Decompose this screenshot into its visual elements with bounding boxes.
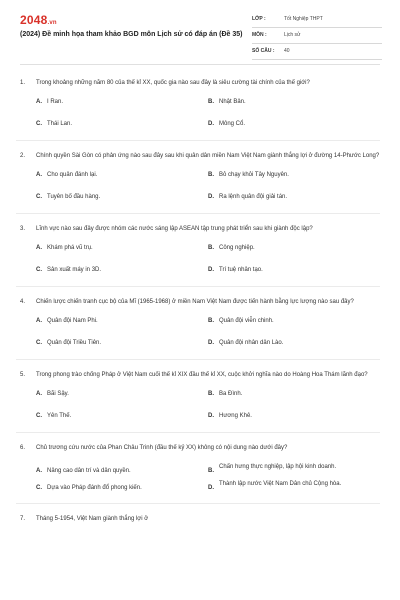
question-body: Trong phong trào chống Pháp ở Việt Nam cuối thế kỉ XIX đầu thế kỉ XX, cuộc khởi nghĩa nào do Hoàng Hoa Thám lãnh đạo? [36, 372, 368, 378]
answer-options [20, 390, 380, 422]
answer-letter: C. [36, 121, 42, 127]
meta-class-label: LỚP : [252, 16, 266, 22]
answer-letter: D. [208, 121, 214, 127]
site-logo[interactable] [20, 13, 57, 27]
question-body: Tháng 5-1954, Việt Nam giành thắng lợi ở [36, 516, 149, 522]
answer-letter: A. [36, 172, 42, 178]
answer-option-a[interactable] [36, 390, 208, 400]
answer-letter: B. [208, 468, 214, 474]
document-title: (2024) Đề minh họa tham khảo BGD môn Lịch sử có đáp án (Đề 35) [20, 31, 243, 38]
answer-option-a[interactable] [36, 317, 208, 327]
answer-letter: A. [36, 468, 42, 474]
answer-text: Cho quân đánh lại. [47, 172, 98, 178]
answer-option-c[interactable] [36, 120, 208, 130]
answer-option-b[interactable] [208, 244, 380, 254]
answer-options [20, 317, 380, 349]
answer-text: Nhật Bản. [219, 99, 246, 105]
question-body: Chính quyền Sài Gòn có phản ứng nào sau đây sau khi quân dân miền Nam Việt Nam giành thắng lợi ở đường 14-Phước Long? [36, 153, 380, 159]
answer-option-d[interactable] [208, 120, 380, 130]
question-text [20, 78, 380, 89]
meta-class-value: Tốt Nghiệp THPT [284, 16, 323, 22]
answer-option-c[interactable] [36, 339, 208, 349]
answer-options [20, 244, 380, 276]
question-divider [16, 140, 380, 141]
answer-letter: B. [208, 99, 214, 105]
answer-text: Chấn hưng thực nghiệp, lập hội kinh doanh. [219, 464, 337, 470]
question-text [20, 514, 380, 525]
answer-options [20, 463, 380, 493]
answer-option-b[interactable] [208, 317, 380, 327]
question-body: Chủ trương cứu nước của Phan Châu Trinh (đầu thế kỷ XX) không có nội dung nào dưới đây? [36, 445, 288, 451]
answer-text: Ba Đình. [219, 391, 243, 397]
question-number: 5. [20, 372, 26, 378]
question-number: 6. [20, 445, 26, 451]
answer-option-d[interactable] [208, 266, 380, 276]
answer-text: Quân đội Nam Phi. [47, 318, 98, 324]
question-text [20, 224, 380, 235]
question-text [20, 443, 380, 454]
question-number: 4. [20, 299, 26, 305]
answer-text: I Ran. [47, 99, 64, 105]
answer-letter: C. [36, 194, 42, 200]
answer-letter: C. [36, 340, 42, 346]
answer-option-d[interactable] [208, 193, 380, 203]
answer-option-a[interactable] [36, 171, 208, 181]
answer-letter: B. [208, 245, 214, 251]
answer-option-a[interactable] [36, 244, 208, 254]
answer-text: Khám phá vũ trụ. [47, 245, 93, 251]
answer-text: Yên Thế. [47, 413, 72, 419]
answer-letter: D. [208, 267, 214, 273]
answer-option-d[interactable] [208, 480, 358, 493]
question-list [20, 78, 380, 525]
answer-letter: D. [208, 413, 214, 419]
question-divider [16, 503, 380, 504]
answer-letter: B. [208, 172, 214, 178]
answer-text: Dựa vào Pháp đánh đổ phong kiến. [47, 485, 142, 491]
answer-text: Quân đội nhân dân Lào. [219, 340, 284, 346]
answer-letter: C. [36, 413, 42, 419]
answer-text: Trí tuệ nhân tạo. [219, 267, 263, 273]
question-body: Trong khoảng những năm 80 của thế kỉ XX, quốc gia nào sau đây là siêu cường tài chính của thế giới? [36, 80, 310, 86]
answer-option-c[interactable] [36, 412, 208, 422]
meta-count-value: 40 [284, 48, 290, 54]
question-2 [20, 151, 380, 203]
answer-text: Thành lập nước Việt Nam Dân chủ Cộng hòa. [219, 481, 342, 487]
question-number: 7. [20, 516, 26, 522]
answer-option-d[interactable] [208, 339, 380, 349]
answer-letter: C. [36, 485, 42, 491]
header-divider [20, 64, 380, 65]
answer-option-c[interactable] [36, 266, 208, 276]
answer-options [20, 98, 380, 130]
question-divider [16, 286, 380, 287]
meta-count-label: SỐ CÂU : [252, 48, 275, 54]
meta-subject-row [252, 30, 382, 44]
question-body: Lĩnh vực nào sau đây được nhóm các nước sáng lập ASEAN tập trung phát triển sau khi giành độc lập? [36, 226, 313, 232]
answer-text: Quân đội viễn chinh. [219, 318, 274, 324]
question-body: Chiến lược chiến tranh cục bộ của Mĩ (1965-1968) ở miền Nam Việt Nam được tiến hành bằng lực lượng nào sau đây? [36, 299, 354, 305]
question-4 [20, 297, 380, 349]
question-divider [16, 213, 380, 214]
answer-option-d[interactable] [208, 412, 380, 422]
answer-option-c[interactable] [36, 193, 208, 203]
answer-options [20, 171, 380, 203]
answer-text: Sản xuất máy in 3D. [47, 267, 102, 273]
answer-text: Ra lệnh quân đội giải tán. [219, 194, 288, 200]
answer-letter: A. [36, 99, 42, 105]
answer-text: Bỏ chạy khỏi Tây Nguyên. [219, 172, 289, 178]
answer-option-c[interactable] [36, 480, 208, 493]
question-6 [20, 443, 380, 493]
question-text [20, 151, 380, 162]
answer-option-b[interactable] [208, 171, 380, 181]
answer-option-a[interactable] [36, 463, 208, 476]
answer-option-b[interactable] [208, 98, 380, 108]
question-text [20, 370, 380, 381]
question-7 [20, 514, 380, 525]
answer-text: Quân đội Triều Tiên. [47, 340, 102, 346]
meta-subject-label: MÔN : [252, 32, 267, 38]
logo-text: 2048 [20, 13, 48, 27]
answer-text: Mông Cổ. [219, 121, 246, 127]
answer-letter: A. [36, 245, 42, 251]
answer-text: Hương Khê. [219, 413, 252, 419]
question-number: 2. [20, 153, 26, 159]
question-number: 3. [20, 226, 26, 232]
meta-subject-value: Lịch sử [284, 32, 301, 38]
question-1 [20, 78, 380, 130]
answer-letter: D. [208, 485, 214, 491]
meta-count-row [252, 46, 382, 60]
answer-letter: D. [208, 340, 214, 346]
meta-class-row [252, 14, 382, 28]
question-divider [16, 359, 380, 360]
answer-text: Nâng cao dân trí và dân quyền. [47, 468, 131, 474]
question-5 [20, 370, 380, 422]
question-number: 1. [20, 80, 26, 86]
answer-text: Tuyên bố đầu hàng. [47, 194, 101, 200]
answer-text: Thái Lan. [47, 121, 73, 127]
answer-letter: A. [36, 318, 42, 324]
question-3 [20, 224, 380, 276]
document-header [0, 0, 400, 58]
answer-letter: D. [208, 194, 214, 200]
question-divider [16, 432, 380, 433]
answer-letter: A. [36, 391, 42, 397]
answer-option-b[interactable] [208, 463, 358, 476]
answer-option-a[interactable] [36, 98, 208, 108]
document-meta [252, 14, 382, 62]
logo-suffix: .vn [47, 20, 57, 26]
answer-letter: C. [36, 267, 42, 273]
answer-text: Bãi Sậy. [47, 391, 69, 397]
answer-option-b[interactable] [208, 390, 380, 400]
answer-text: Công nghiệp. [219, 245, 255, 251]
question-text [20, 297, 380, 308]
answer-letter: B. [208, 391, 214, 397]
answer-letter: B. [208, 318, 214, 324]
